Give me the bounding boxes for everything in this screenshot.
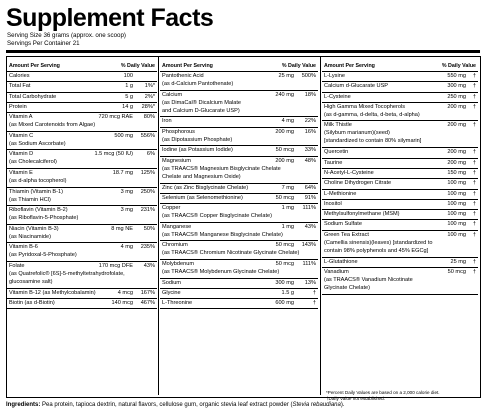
nutrient-source-cont: Glycinate Chelate) [324, 284, 371, 291]
nutrient-source: (as TRAACS® Molybdenum Glycinate Chelate) [162, 268, 280, 275]
nutrient-row [322, 220, 478, 230]
nutrient-amount: 170 mcg DFE [98, 262, 133, 269]
nutrient-amount: 200 mg [275, 157, 294, 164]
nutrient-row [160, 117, 318, 127]
nutrient-name: Chromium [162, 242, 188, 249]
nutrient-name: L-Cysteine [324, 93, 351, 100]
nutrient-daily-value: † [472, 83, 476, 90]
nutrient-name: Methylsulfonylmethane (MSM) [324, 211, 400, 218]
nutrient-name: High Gamma Mixed Tocopherols [324, 103, 406, 110]
nutrient-daily-value: 22% [304, 118, 316, 125]
nutrient-amount: 100 mg [447, 180, 466, 187]
nutrient-name: Iodine (as Potassium Iodide) [162, 147, 233, 154]
nutrient-name: Thiamin (Vitamin B-1) [9, 188, 63, 195]
nutrient-amount: 18.7 mg [112, 169, 133, 176]
nutrient-source: (as Mixed Carotenoids from Algae) [9, 122, 96, 129]
column-header [160, 60, 318, 72]
nutrient-amount: 8 mg NE [111, 225, 133, 232]
nutrient-name: Sodium [162, 279, 181, 286]
nutrient-amount: 50 mcg [275, 147, 294, 154]
nutrient-row [322, 200, 478, 210]
nutrient-row [160, 72, 318, 91]
nutrient-row [7, 262, 157, 289]
ingredients-italic: Stevia rebaudiana [292, 402, 341, 408]
nutrient-source-cont: Chelate and Magnesium Oxide) [162, 173, 241, 180]
nutrient-amount: 100 mg [447, 231, 466, 238]
nutrient-row [160, 223, 318, 242]
nutrient-row [322, 210, 478, 220]
nutrient-name: Vanadium [324, 268, 349, 275]
column-header [322, 60, 478, 72]
nutrient-row [160, 157, 318, 184]
nutrient-name: Choline Dihydrogen Citrate [324, 180, 392, 187]
nutrient-row [7, 188, 157, 207]
nutrient-name: Vitamin E [9, 169, 33, 176]
nutrient-amount: 200 mg [275, 128, 294, 135]
nutrient-amount: 300 mg [447, 83, 466, 90]
nutrient-name: Pantothenic Acid [162, 73, 204, 79]
nutrient-row [322, 82, 478, 92]
nutrient-row [7, 243, 157, 262]
nutrient-daily-value: 64% [304, 184, 316, 191]
nutrient-row [322, 258, 478, 268]
nutrient-amount: 550 mg [447, 73, 466, 79]
nutrient-source-cont: and Calcium D-Glucarate USP) [162, 107, 240, 114]
nutrient-amount: 100 mg [447, 211, 466, 218]
nutrient-row [160, 91, 318, 118]
nutrient-daily-value: 16% [304, 128, 316, 135]
nutrient-daily-value: † [472, 268, 476, 275]
nutrient-amount: 3 mg [120, 207, 133, 214]
nutrient-amount: 200 mg [447, 103, 466, 110]
nutrient-daily-value: 556% [140, 132, 155, 139]
nutrient-name: Green Tea Extract [324, 231, 369, 238]
nutrient-row [7, 169, 157, 188]
nutrient-daily-value: † [312, 300, 316, 307]
nutrient-row [322, 169, 478, 179]
nutrient-name: Inositol [324, 200, 342, 207]
nutrient-daily-value: 167% [140, 289, 155, 296]
column-header [7, 60, 157, 72]
dv-header: % Daily Value [281, 63, 316, 69]
nutrient-row [322, 179, 478, 189]
nutrient-daily-value: 235% [140, 244, 155, 251]
panel-title: Supplement Facts [6, 4, 214, 32]
nutrient-row [7, 93, 157, 103]
nutrient-source: (as TRAACS® Chromium Nicotinate Glycinate Chelate) [162, 250, 300, 257]
nutrient-amount: 140 mcg [111, 300, 133, 307]
nutrient-amount: 5 g [125, 93, 133, 100]
nutrient-row [7, 82, 157, 92]
servings-per-container: Servings Per Container 21 [7, 40, 80, 47]
nutrient-source: (as Thiamin HCl) [9, 196, 51, 203]
dv-header: % Daily Value [120, 63, 155, 69]
nutrient-row [160, 289, 318, 299]
nutrient-amount: 240 mg [275, 91, 294, 98]
nutrient-daily-value: 33% [304, 147, 316, 154]
nutrient-amount: 500 mg [114, 132, 133, 139]
nutrient-daily-value: 467% [140, 300, 155, 307]
nutrient-name: L-Glutathione [324, 258, 358, 265]
nutrient-row [322, 148, 478, 158]
nutrient-source: (Silybum marianum)(seed) [324, 130, 390, 137]
nutrient-name: Copper [162, 205, 181, 212]
nutrient-source: (as d-gamma, d-delta, d-beta, d-alpha) [324, 111, 420, 118]
nutrient-amount: 1.5 g [281, 289, 294, 296]
nutrient-row [7, 72, 157, 82]
nutrient-name: L-Threonine [162, 300, 193, 307]
nutrient-name: Molybdenum [162, 260, 195, 267]
nutrient-name: Vitamin B-6 [9, 244, 38, 251]
footnote-dagger: †Daily Value not established. [326, 396, 385, 401]
nutrient-name: Riboflavin (Vitamin B-2) [9, 207, 68, 214]
nutrient-daily-value: † [472, 180, 476, 187]
nutrient-name: Sodium Sulfate [324, 221, 362, 228]
nutrient-daily-value: † [472, 258, 476, 265]
nutrient-amount: 150 mg [447, 169, 466, 176]
column-2 [160, 60, 318, 309]
nutrient-daily-value: 6% [146, 151, 155, 158]
nutrient-row [160, 204, 318, 223]
nutrient-daily-value: † [312, 289, 316, 296]
nutrient-name: Vitamin B-12 (as Methylcobalamin) [9, 289, 96, 296]
amount-header: Amount Per Serving [324, 63, 375, 69]
nutrient-daily-value: 48% [304, 157, 316, 164]
nutrient-row [160, 299, 318, 309]
nutrient-amount: 7 mg [281, 184, 294, 191]
nutrient-daily-value: † [472, 73, 476, 79]
ingredients-label: Ingredients: [6, 402, 41, 408]
nutrient-amount: 1 mg [281, 223, 294, 230]
column-divider [320, 57, 321, 395]
nutrient-source: (as Sodium Ascorbate) [9, 140, 66, 147]
nutrient-amount: 50 mcg [447, 268, 466, 275]
nutrient-name: L-Methionine [324, 190, 357, 197]
nutrient-row [160, 260, 318, 279]
nutrient-name: Calories [9, 73, 30, 79]
serving-size: Serving Size 36 grams (approx. one scoop) [7, 32, 126, 39]
nutrient-amount: 200 mg [447, 122, 466, 129]
nutrient-amount: 600 mg [275, 300, 294, 307]
nutrient-source: (as TRAACS® Magnesium Bisglycinate Chelate [162, 165, 281, 172]
nutrient-source: (as Dipotassium Phosphate) [162, 136, 233, 143]
nutrient-source-cont: [standardized to contain 80% silymarin] [324, 138, 422, 145]
nutrient-amount: 25 mg [450, 258, 466, 265]
ingredients-line [6, 401, 345, 409]
nutrient-name: Niacin (Vitamin B-3) [9, 225, 59, 232]
nutrient-daily-value: † [472, 211, 476, 218]
nutrient-source: (as Cholecalciferol) [9, 159, 57, 166]
nutrient-daily-value: † [472, 122, 476, 129]
nutrient-amount: 250 mg [447, 93, 466, 100]
column-divider [158, 57, 159, 395]
nutrient-row [7, 206, 157, 225]
nutrient-amount: 1.5 mcg (50 IU) [94, 151, 133, 158]
nutrient-row [322, 121, 478, 148]
nutrient-daily-value: † [472, 221, 476, 228]
nutrient-source: (Camellia sinensis)(leaves) [standardized to [324, 239, 433, 246]
nutrient-amount: 4 mg [281, 118, 294, 125]
nutrient-source: (as Pyridoxal-5-Phosphate) [9, 252, 77, 259]
nutrient-daily-value: † [472, 169, 476, 176]
amount-header: Amount Per Serving [9, 63, 60, 69]
nutrient-name: N-Acetyl-L-Cysteine [324, 169, 374, 176]
nutrient-row [7, 289, 157, 299]
nutrient-name: Zinc (as Zinc Bisglycinate Chelate) [162, 184, 249, 191]
nutrient-source: (as DimaCal® Dicalcium Malate [162, 99, 242, 106]
ingredients-text: Pea protein, tapioca dextrin, natural flavors, cellulose gum, organic stevia leaf extract powder ( [42, 402, 293, 408]
nutrient-daily-value: † [472, 159, 476, 166]
nutrient-row [7, 299, 157, 309]
nutrient-daily-value: 111% [302, 260, 316, 267]
nutrient-source: (as Quatrefolic® [6S]-5-methyltetrahydrofolate, [9, 270, 125, 277]
nutrient-name: Calcium d-Glucarate USP [324, 83, 389, 90]
nutrient-name: Manganese [162, 223, 192, 230]
nutrient-source: (as Riboflavin-5-Phosphate) [9, 215, 79, 222]
nutrient-name: Magnesium [162, 157, 191, 164]
nutrient-name: Phosphorous [162, 128, 195, 135]
nutrient-name: Quercetin [324, 149, 349, 156]
nutrient-amount: 25 mg [278, 73, 294, 79]
nutrient-row [160, 128, 318, 147]
nutrient-row [7, 113, 157, 132]
nutrient-name: Vitamin A [9, 114, 33, 121]
nutrient-amount: 4 mg [120, 244, 133, 251]
nutrient-source-cont: contain 98% polyphenols and 45% EGCg] [324, 247, 429, 254]
nutrient-source: (as d-alpha tocopherol) [9, 177, 67, 184]
nutrient-daily-value: 1%* [144, 83, 155, 90]
header-rule [6, 50, 480, 53]
amount-header: Amount Per Serving [162, 63, 213, 69]
nutrient-amount: 50 mcg [275, 260, 294, 267]
nutrient-name: Iron [162, 118, 172, 125]
nutrient-name: Folate [9, 262, 25, 269]
nutrient-amount: 100 mg [447, 221, 466, 228]
nutrient-row [7, 103, 157, 113]
column-1 [7, 60, 157, 309]
nutrient-amount: 100 [123, 73, 133, 79]
nutrient-source: (as TRAACS® Manganese Bisglycinate Chelate) [162, 231, 283, 238]
nutrient-daily-value: 43% [304, 223, 316, 230]
nutrient-amount: 100 mg [447, 190, 466, 197]
nutrient-daily-value: 80% [143, 114, 155, 121]
nutrient-daily-value: 18% [304, 91, 316, 98]
nutrient-daily-value: 111% [302, 205, 316, 212]
nutrient-name: Taurine [324, 159, 343, 166]
nutrient-name: Glycine [162, 289, 181, 296]
nutrient-daily-value: † [472, 93, 476, 100]
nutrient-amount: 4 mcg [117, 289, 133, 296]
nutrient-source: (as d-Calcium Pantothenate) [162, 81, 234, 87]
nutrient-name: Milk Thistle [324, 122, 352, 129]
nutrient-row [322, 268, 478, 295]
nutrient-daily-value: 13% [304, 279, 316, 286]
nutrient-source: (as TRAACS® Copper Bisglycinate Chelate) [162, 213, 273, 220]
nutrient-row [322, 93, 478, 103]
nutrient-daily-value: † [472, 200, 476, 207]
nutrient-source-cont: glucosamine salt) [9, 278, 53, 285]
nutrient-row [322, 231, 478, 258]
nutrient-name: Selenium (as Selenomethionine) [162, 194, 243, 201]
nutrient-amount: 200 mg [447, 149, 466, 156]
nutrient-amount: 300 mg [275, 279, 294, 286]
nutrient-daily-value: 28%* [141, 103, 155, 110]
nutrient-row [322, 103, 478, 122]
nutrient-daily-value: 125% [140, 169, 155, 176]
nutrient-name: Calcium [162, 91, 183, 98]
nutrient-name: Protein [9, 103, 27, 110]
nutrient-row [160, 194, 318, 204]
nutrient-row [7, 225, 157, 244]
footnote-dv: *Percent Daily Values are based on a 2,000 calorie diet. [326, 390, 440, 395]
nutrient-row [7, 150, 157, 169]
nutrient-row [160, 184, 318, 194]
nutrient-name: L-Lysine [324, 73, 345, 79]
nutrient-row [7, 132, 157, 151]
nutrient-amount: 200 mg [447, 159, 466, 166]
nutrient-amount: 50 mcg [275, 194, 294, 201]
nutrient-daily-value: 231% [140, 207, 155, 214]
nutrient-daily-value: 143% [301, 242, 316, 249]
nutrient-row [160, 241, 318, 260]
nutrient-name: Total Carbohydrate [9, 93, 57, 100]
nutrient-daily-value: 500% [301, 73, 316, 79]
nutrient-amount: 1 mg [281, 205, 294, 212]
nutrient-amount: 50 mcg [275, 242, 294, 249]
nutrient-name: Vitamin D [9, 151, 34, 158]
nutrient-name: Vitamin C [9, 132, 34, 139]
nutrient-amount: 720 mcg RAE [98, 114, 133, 121]
nutrient-daily-value: 43% [143, 262, 155, 269]
nutrient-daily-value: † [472, 149, 476, 156]
nutrient-row [322, 72, 478, 82]
nutrient-source: (as TRAACS® Vanadium Nicotinate [324, 276, 413, 283]
nutrient-source: (as Niacinamide) [9, 233, 51, 240]
nutrient-row [322, 190, 478, 200]
nutrient-amount: 3 mg [120, 188, 133, 195]
nutrient-daily-value: 50% [143, 225, 155, 232]
nutrient-name: Total Fat [9, 83, 31, 90]
nutrient-amount: 14 g [122, 103, 133, 110]
nutrient-row [160, 279, 318, 289]
nutrient-daily-value: † [472, 190, 476, 197]
nutrient-amount: 1 g [125, 83, 133, 90]
nutrient-daily-value: 2%* [144, 93, 155, 100]
nutrient-daily-value: 250% [140, 188, 155, 195]
dv-header: % Daily Value [441, 63, 476, 69]
ingredients-end: ). [340, 402, 345, 408]
nutrient-daily-value: † [472, 103, 476, 110]
nutrient-name: Biotin (as d-Biotin) [9, 300, 55, 307]
nutrient-amount: 100 mg [447, 200, 466, 207]
nutrient-row [322, 159, 478, 169]
nutrient-row [160, 146, 318, 156]
nutrient-daily-value: † [472, 231, 476, 238]
nutrient-daily-value: 91% [304, 194, 316, 201]
column-3 [322, 60, 478, 401]
